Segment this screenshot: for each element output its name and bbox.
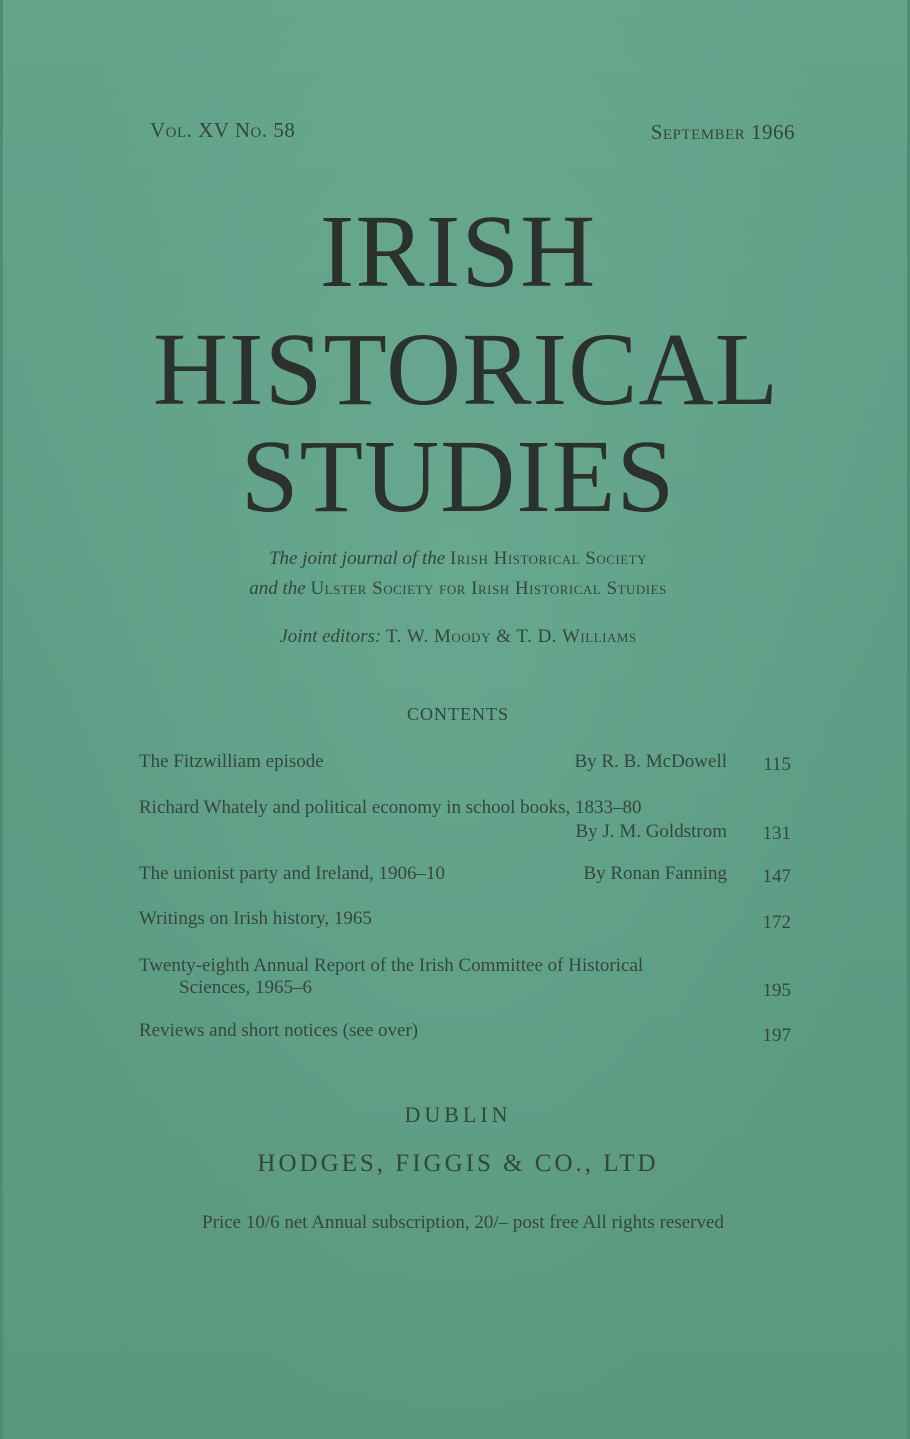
toc-item-author: By Ronan Fanning [583, 863, 727, 884]
volume-number: Vol. XV No. 58 [150, 118, 296, 142]
toc-item-author: By R. B. McDowell [574, 751, 727, 772]
toc-item-continuation: Sciences, 1965–6 [179, 977, 312, 998]
editors-names: T. W. Moody & T. D. Williams [385, 626, 637, 647]
issue-date: September 1966 [650, 120, 795, 144]
toc-item-page: 197 [762, 1025, 791, 1046]
toc-item-page: 147 [762, 866, 791, 887]
toc-item-title: The Fitzwilliam episode [139, 751, 324, 772]
publisher-city: DUBLIN [404, 1102, 512, 1127]
toc-item-title: Writings on Irish history, 1965 [139, 908, 372, 929]
subtitle-line-1 [3, 548, 910, 570]
toc-item-page: 131 [762, 823, 791, 844]
toc-item-page: 195 [762, 980, 791, 1001]
editors-line [3, 626, 910, 648]
publisher-name: HODGES, FIGGIS & CO., LTD [257, 1150, 659, 1177]
subtitle-2-society: Ulster Society for Irish Historical Studies [310, 578, 667, 599]
editors-label: Joint editors: [279, 626, 382, 647]
toc-item-title: Reviews and short notices (see over) [139, 1020, 419, 1041]
toc-item-title: Richard Whately and political economy in school books, 1833–80 [139, 797, 642, 818]
subtitle-line-2 [3, 578, 910, 600]
toc-item-title: Twenty-eighth Annual Report of the Irish Committee of Historical [139, 955, 644, 976]
title-line-2: HISTORICAL [152, 312, 780, 427]
toc-item-author: By J. M. Goldstrom [575, 821, 727, 842]
toc-item-page: 115 [763, 754, 791, 775]
toc-item-title: The unionist party and Ireland, 1906–10 [139, 863, 446, 884]
toc-item-page: 172 [762, 912, 791, 933]
subtitle-2-italic: and the [249, 578, 306, 599]
subtitle-1-italic: The joint journal of the [268, 548, 446, 569]
contents-heading: CONTENTS [407, 704, 509, 724]
price-line: Price 10/6 net Annual subscription, 20/– post free All rights reserved [202, 1212, 724, 1233]
title-line-1: IRISH [319, 194, 597, 309]
subtitle-1-society: Irish Historical Society [449, 548, 648, 569]
title-line-3: STUDIES [240, 419, 676, 534]
